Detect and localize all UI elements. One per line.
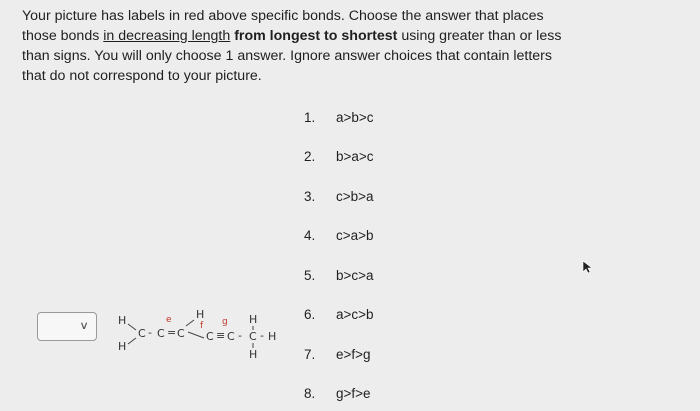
answer-text: b>c>a [336, 268, 374, 283]
bond-line [128, 324, 136, 330]
bond-single: - [148, 326, 152, 339]
atom-c1: C [138, 327, 146, 340]
answer-option-6 [304, 307, 374, 329]
answer-text: a>c>b [336, 307, 374, 322]
answer-option-2 [304, 149, 374, 171]
molecule-structure [110, 302, 290, 364]
atom-c4: C [206, 330, 214, 343]
atom-h-c6-top: H [249, 313, 258, 326]
atom-h-top: H [196, 308, 205, 321]
answer-number: 8. [304, 386, 316, 401]
bond-line [128, 338, 136, 344]
bond-label-e: e [166, 315, 172, 325]
question-text [22, 6, 567, 86]
bond-triple: ≡ [216, 329, 226, 342]
bond-line [186, 320, 194, 326]
answer-text: g>f>e [336, 386, 371, 401]
atom-c3: C [177, 327, 185, 340]
atom-h-bottom-left: H [118, 340, 127, 353]
chevron-down-icon: ∨ [79, 320, 89, 332]
atom-h-top-left: H [118, 314, 127, 327]
answer-number: 4. [304, 228, 316, 243]
answer-text: c>a>b [336, 228, 374, 243]
answer-option-1 [304, 110, 374, 132]
answer-number: 7. [304, 347, 316, 362]
answer-text: a>b>c [336, 110, 374, 125]
question-part3: using greater than or less than signs. You will only choose 1 answer. Ignore answer choices that contain letters that do not correspond to your picture. [22, 28, 562, 84]
mouse-cursor-icon [582, 260, 594, 274]
answer-select[interactable] [37, 312, 97, 341]
answer-number: 6. [304, 307, 316, 322]
bond-single: - [260, 329, 264, 342]
question-underlined: in decreasing length [103, 28, 231, 44]
answer-option-5 [304, 268, 374, 290]
answer-option-7 [304, 347, 371, 369]
answer-number: 3. [304, 189, 316, 204]
answer-text: c>b>a [336, 189, 374, 204]
atom-c6: C [249, 330, 257, 343]
question-bold: from longest to shortest [234, 28, 398, 44]
atom-h-c6-bottom: H [249, 348, 258, 361]
bond-line [188, 332, 204, 338]
answer-number: 2. [304, 149, 316, 164]
answer-option-3 [304, 189, 374, 211]
answer-option-4 [304, 228, 374, 250]
bond-label-g: g [222, 317, 228, 327]
answer-number: 1. [304, 110, 316, 125]
answer-text: b>a>c [336, 149, 374, 164]
answer-text: e>f>g [336, 347, 371, 362]
question-part1: Your picture has labels in red above specific bonds. Choose the answer that places those bonds [22, 8, 544, 44]
bond-label-f: f [200, 321, 204, 331]
atom-h-c6-right: H [268, 330, 277, 343]
atom-c2: C [157, 327, 165, 340]
atom-c5: C [227, 330, 235, 343]
answer-option-8 [304, 386, 371, 408]
answer-number: 5. [304, 268, 316, 283]
bond-double: = [167, 326, 177, 339]
bond-single: - [238, 329, 242, 342]
